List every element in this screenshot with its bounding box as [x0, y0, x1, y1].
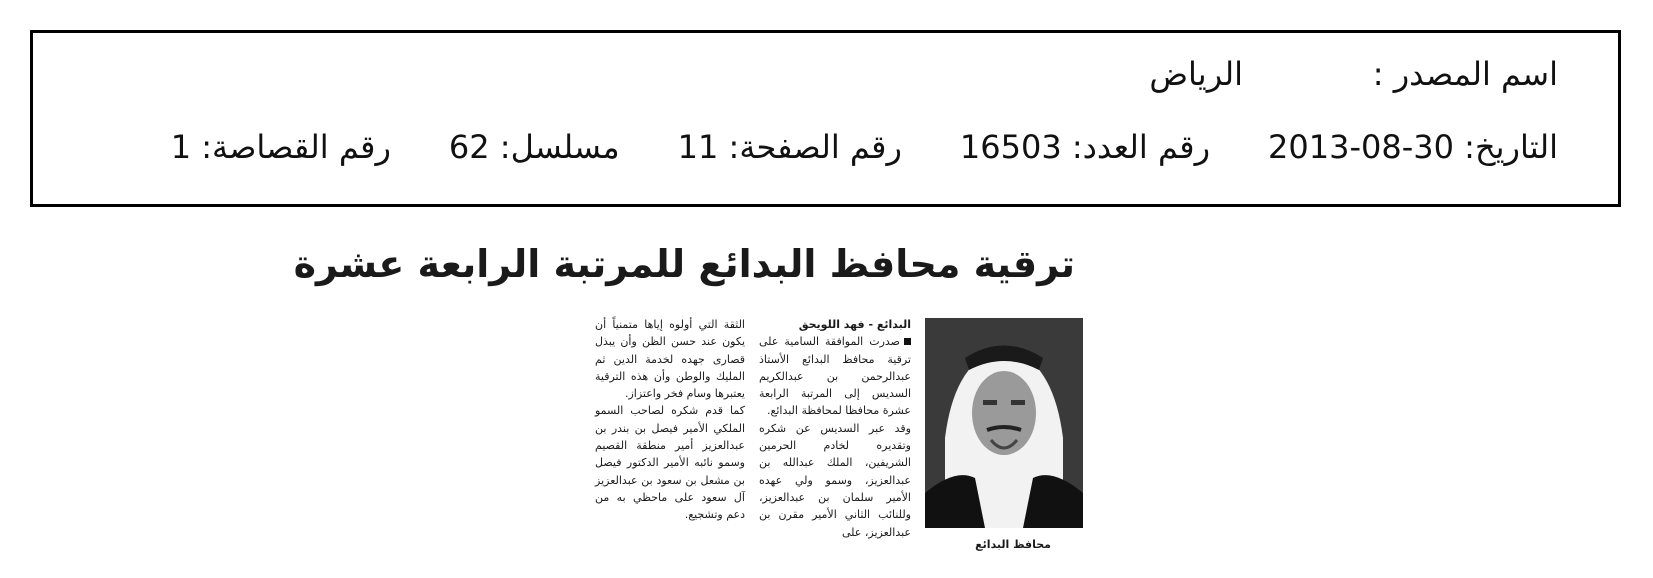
column2-text: الثقة التي أولوه إياها متمنياً أن يكون عند حسن الظن وأن يبذل قصارى جهده لخدمة الدين ثم المليك والوطن وأن هذه الترقية يعتبرها وسام فخر واعتزاز. [595, 318, 745, 401]
clip-number-field: رقم القصاصة: 1 [170, 128, 391, 166]
serial-field: مسلسل: 62 [448, 128, 620, 166]
portrait-photo [925, 318, 1083, 528]
photo-caption: محافظ البدائع [975, 538, 1051, 551]
bullet-icon [904, 338, 911, 345]
page-field: رقم الصفحة: 11 [677, 128, 902, 166]
article-headline: ترقية محافظ البدائع للمرتبة الرابعة عشرة [293, 242, 1075, 286]
date-field: التاريخ: 30-08-2013 [1268, 128, 1558, 166]
clipping-metadata-box [30, 30, 1621, 207]
column1-text-b: وقد عبر السديس عن شكره وتقديره لخادم الحرمين الشريفين، الملك عبدالله بن عبدالعزيز، وسمو ولي عهده الأمير سلمان بن عبدالعزيز، وللنائب الثاني الأمير مقرن بن عبدالعزيز، على [759, 421, 911, 539]
source-value: الرياض [1149, 55, 1243, 93]
newspaper-clipping [293, 238, 1083, 570]
issue-field: رقم العدد: 16503 [959, 128, 1211, 166]
source-label: اسم المصدر : [1372, 55, 1558, 93]
article-column-2 [595, 316, 745, 524]
article-column-1 [759, 316, 911, 541]
meta-line [171, 128, 1558, 166]
column1-text: صدرت الموافقة السامية على ترقية محافظ البدائع الأستاذ عبدالرحمن بن عبدالكريم السديس إلى المرتبة الرابعة عشرة محافظا لمحافظة البدائع. [759, 335, 911, 418]
portrait-image [925, 318, 1083, 528]
column2-text-b: كما قدم شكره لصاحب السمو الملكي الأمير فيصل بن بندر بن عبدالعزيز أمير منطقة القصيم وسمو نائبه الأمير الدكتور فيصل بن مشعل بن سعود بن عبدالعزيز آل سعود على ماحظي به من دعم وتشجيع. [595, 404, 745, 522]
article-byline: البدائع - فهد اللويحق [798, 318, 911, 331]
